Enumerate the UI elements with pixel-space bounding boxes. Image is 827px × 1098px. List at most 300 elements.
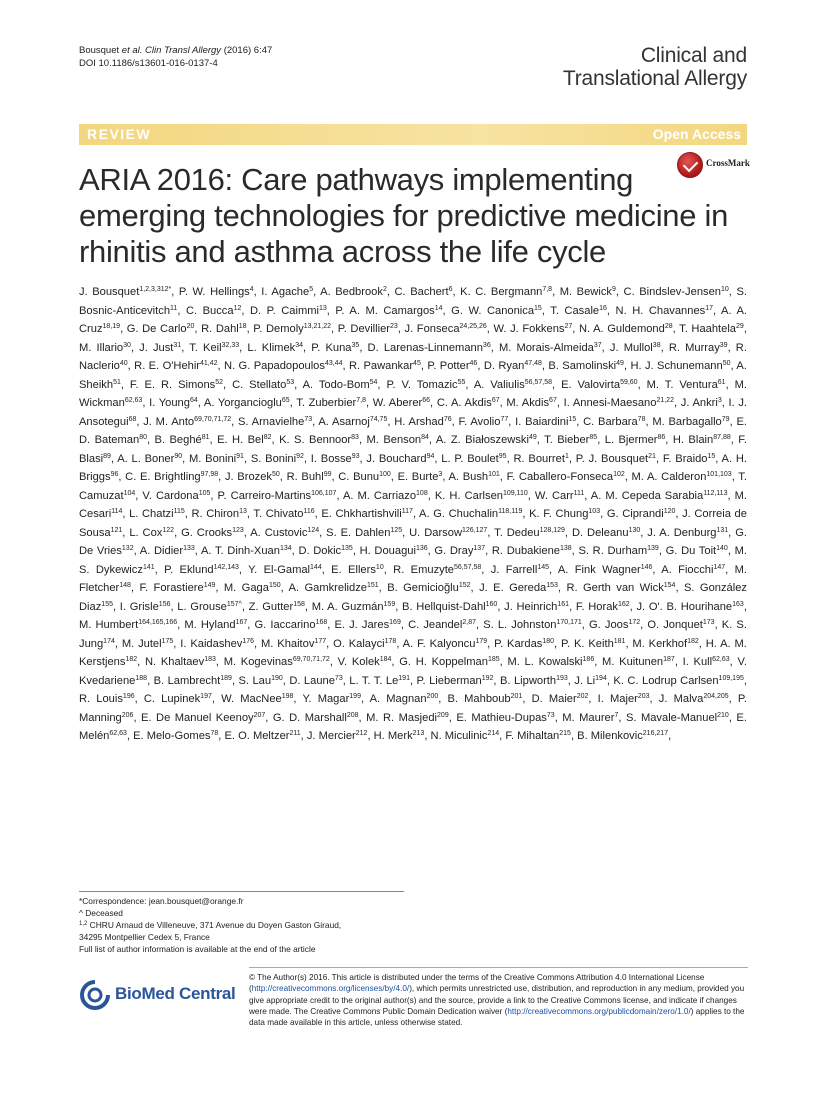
author-name: E. O. Meltzer [224,730,290,742]
author-name: H. Merk [373,730,413,742]
author-affiliation: 191 [398,674,410,682]
author-affiliation: 79 [721,415,730,423]
author [492,545,572,557]
author [474,379,552,391]
author-name: F. Forastiere [139,582,204,594]
author [338,656,392,668]
author-affiliation: 24,25,26 [459,323,487,330]
author-affiliation: 102 [613,471,625,478]
author-name: A. Todo-Bom [302,378,370,391]
public-domain-link[interactable]: http://creativecommons.org/publicdomain/zero/1.0/ [507,1006,691,1016]
author-name: R. Chiron [191,508,240,520]
author-name: N. A. Guldemond [578,323,665,335]
author-name: M. Barbagallo [652,415,722,428]
author-affiliation: 157^ [226,600,242,608]
author [576,601,630,613]
author-affiliation: 47,48 [524,360,542,367]
author-name: F. Mihaltan [505,730,560,742]
author-name: P. Devillier [337,323,391,335]
author [312,601,396,613]
author-name: H. Arshad [394,415,444,428]
author-affiliation: 160 [485,600,498,608]
author [574,675,607,687]
author [154,675,232,687]
author-name: K. S. Bennoor [279,434,352,446]
author-affiliation: 125 [390,526,403,534]
author-name: G. Ciprandi [606,508,664,520]
author [251,453,304,465]
license-divider [249,967,748,968]
author-affiliation: 149 [203,582,216,589]
author-name: R. Naclerio [79,341,747,372]
author-affiliation: 123 [232,526,244,534]
author-name: A. Fink Wagner [557,563,641,576]
author [201,323,246,335]
author-name: J. Mullol [609,341,653,354]
author-affiliation: 51 [113,378,121,386]
author-name: S. Arnavielhe [237,415,305,428]
author [127,323,195,335]
author-affiliation: 140 [716,545,728,552]
author-list: J. Bousquet$^{1,2,3,312*}$, P. W. Hellings$^4$, I. Agache$^5$, A. Bedbrook$^2$, C. Bachert$^6$, K. C. Bergmann$^{7,8}$, M. Bewick$^9$, C. Bindslev-Jensen$^{10}$, S. Bosnic-Anticevitch$^{11}$, C. Bucca$^{12}$, D. P. Caimmi$^{13}$, P. A. M. Camargos$^{14}$, G. W. Canonica$^{15}$, T. Casale$^{16}$, N. H. Chavannes$^{17}$, A. A. Cruz$^{18,19}$, G. De Carlo$^{20}$, R. Dahl$^{18}$, P. Demoly$^{13,21,22}$, P. Devillier$^{23}$, J. Fonseca$^{24,25,26}$, W. J. Fokkens$^{27}$, N. A. Guldemond$^{28}$, T. Haahtela$^{29}$, M. Illario$^{30}$, J. Just$^{31}$, T. Keil$^{32,33}$, L. Klimek$^{34}$, P. Kuna$^{35}$, D. Larenas-Linnemann$^{36}$, M. Morais-Almeida$^{37}$, J. Mullol$^{38}$, R. Murray$^{39}$, R. Naclerio$^{40}$, R. E. O'Hehir$^{41,42}$, N. G. Papadopoulos$^{43,44}$, R. Pawankar$^{45}$, P. Potter$^{46}$, D. Ryan$^{47,48}$, B. Samolinski$^{49}$, H. J. Schunemann$^{50}$, A. Sheikh$^{51}$, F. E. R. Simons$^{52}$, C. Stellato$^{53}$, A. Todo-Bom$^{54}$, P. V. Tomazic$^{55}$, A. Valiulis$^{56,57,58}$, E. Valovirta$^{59,60}$, M. T. Ventura$^{61}$, M. Wickman$^{62,63}$, I. Young$^{64}$, A. Yorgancioglu$^{65}$, T. Zuberbier$^{7,8}$, W. Aberer$^{66}$, C. A. Akdis$^{67}$, M. Akdis$^{67}$, I. Annesi-Maesano$^{21,22}$, J. Ankri$^3$, I. J. Ansotegui$^{68}$, J. M. Anto$^{69,70,71,72}$, S. Arnavielhe$^{73}$, A. Asarnoj$^{74,75}$, H. Arshad$^{76}$, F. Avolio$^{77}$, I. Baiardini$^{15}$, C. Barbara$^{78}$, M. Barbagallo$^{79}$, E. D. Bateman$^{80}$, B. Beghé$^{81}$, E. H. Bel$^{82}$, K. S. Bennoor$^{83}$, M. Benson$^{84}$, A. Z. Białoszewski$^{49}$, T. Bieber$^{85}$, L. Bjermer$^{86}$, H. Blain$^{87,88}$, F. Blasi$^{89}$, A. L. Boner$^{90}$, M. Bonini$^{91}$, S. Bonini$^{92}$, I. Bosse$^{93}$, J. Bouchard$^{94}$, L. P. Boulet$^{95}$, R. Bourret$^1$, P. J. Bousquet$^{21}$, F. Braido$^{15}$, A. H. Briggs$^{96}$, C. E. Brightling$^{97,98}$, J. Brozek$^{50}$, R. Buhl$^{99}$, C. Bunu$^{100}$, E. Burte$^3$, A. Bush$^{101}$, F. Caballero-Fonseca$^{102}$, M. A. Calderon$^{101,103}$, T. Camuzat$^{104}$, V. Cardona$^{105}$, P. Carreiro-Martins$^{106,107}$, A. M. Carriazo$^{108}$, K. H. Carlsen$^{109,110}$, W. Carr$^{111}$, A. M. Cepeda Sarabia$^{112,113}$, M. Cesari$^{114}$, L. Chatzi$^{115}$, R. Chiron$^{13}$, T. Chivato$^{116}$, E. Chkhartishvili$^{117}$, A. G. Chuchalin$^{118,119}$, K. F. Chung$^{103}$, G. Ciprandi$^{120}$, J. Correia de Sousa$^{121}$, L. Cox$^{122}$, G. Crooks$^{123}$, A. Custovic$^{124}$, S. E. Dahlen$^{125}$, U. Darsow$^{126,127}$, T. Dedeu$^{128,129}$, D. Deleanu$^{130}$, J. A. Denburg$^{131}$, G. De Vries$^{132}$, A. Didier$^{133}$, A. T. Dinh-Xuan$^{134}$, D. Dokic$^{135}$, H. Douagui$^{136}$, G. Dray$^{137}$, R. Dubakiene$^{138}$, S. R. Durham$^{139}$, G. Du Toit$^{140}$, M. S. Dykewicz$^{141}$, P. Eklund$^{142,143}$, Y. El-Gamal$^{144}$, E. Ellers$^{10}$, R. Emuzyte$^{56,57,58}$, J. Farrell$^{145}$, A. Fink Wagner$^{146}$, A. Fiocchi$^{147}$, M. Fletcher$^{148}$, F. Forastiere$^{149}$, M. Gaga$^{150}$, A. Gamkrelidze$^{151}$, B. Gemicioğlu$^{152}$, J. E. Gereda$^{153}$, R. Gerth van Wick$^{154}$, S. González Diaz$^{155}$, I. Grisle$^{156}$, L. Grouse$^{157\^{}}$, Z. Gutter$^{158}$, M. A. Guzmán$^{159}$, B. Hellquist-Dahl$^{160}$, J. Heinrich$^{161}$, F. Horak$^{162}$, J. O'. B. Hourihane$^{163}$, M. Humbert$^{164,165,166}$, M. Hyland$^{167}$, G. Iaccarino$^{168}$, E. J. Jares$^{169}$, C. Jeandel$^{2,87}$, S. L. Johnston$^{170,171}$, G. Joos$^{172}$, O. Jonquet$^{173}$, K. S. Jung$^{174}$, M. Jutel$^{175}$, I. Kaidashev$^{176}$, M. Khaitov$^{177}$, O. Kalayci$^{178}$, A. F. Kalyoncu$^{179}$, P. Kardas$^{180}$, P. K. Keith$^{181}$, M. Kerkhof$^{182}$, H. A. M. Kerstjens$^{182}$, N. Khaltaev$^{183}$, M. Kogevinas$^{69,70,71,72}$, V. Kolek$^{184}$, G. H. Koppelman$^{185}$, M. L. Kowalski$^{186}$, M. Kuitunen$^{187}$, I. Kull$^{62,63}$, V. Kvedariene$^{188}$, B. Lambrecht$^{189}$, S. Lau$^{190}$, D. Laune$^{73}$, L. T. T. Le$^{191}$, P. Lieberman$^{192}$, B. Lipworth$^{193}$, J. Li$^{194}$, K. C. Lodrup Carlsen$^{109,195}$, R. Louis$^{196}$, C. Lupinek$^{197}$, W. MacNee$^{198}$, Y. Magar$^{199}$, A. Magnan$^{200}$, B. Mahboub$^{201}$, D. Maier$^{202}$, I. Majer$^{203}$, J. Malva$^{204,205}$, P. Manning$^{206}$, E. De Manuel Keenoy$^{207}$, G. D. Marshall$^{208}$, M. R. Masjedi$^{209}$, E. Mathieu-Dupas$^{73}$, M. Maurer$^7$, S. Mavale-Manuel$^{210}$, E. Melén$^{62,63}$, E. Melo-Gomes$^{78}$, E. O. Meltzer$^{211}$, J. Mercier$^{212}$, H. Merk$^{213}$, N. Miculinic$^{214}$, F. Mihaltan$^{215}$, B. Milenkovic$^{216,217}$, [79,286,748,742]
author [491,564,549,576]
author [140,545,195,557]
author [561,379,638,391]
author-affiliation: 162 [617,600,630,608]
author-name: M. R. Masjedi [366,711,438,724]
author [261,286,313,298]
author-affiliation: 38 [652,341,661,349]
author-name: A. Bedbrook [320,286,383,298]
author-name: E. H. Bel [217,434,264,446]
author [254,619,327,631]
author-name: A. F. Kalyoncu [402,637,476,650]
author-name: B. Hellquist-Dahl [402,600,486,613]
author-name: T. Bieber [544,434,590,446]
author [578,545,658,557]
author-name: A. A. Cruz [79,304,747,335]
author [386,379,465,391]
author [579,323,673,335]
author-affiliation: 178 [384,637,397,645]
author [636,601,743,613]
author-name: F. Avolio [458,415,501,428]
author-affiliation: 210 [717,711,729,719]
author-name: T. Chivato [253,508,304,520]
author [179,286,254,298]
author-affiliation: 135 [341,545,353,552]
author-affiliation: 128,129 [539,526,565,534]
author-affiliation: 120 [663,508,676,515]
author-name: N. H. Chavannes [615,304,706,317]
author-affiliation: 62,63 [712,656,730,663]
author-name: N. Khaltaev [144,656,205,668]
author-affiliation: 104 [123,489,136,497]
author [224,656,330,668]
author [289,675,342,687]
author [513,453,568,465]
author-affiliation: 1,2,3,312* [139,286,172,293]
author [224,360,342,372]
author-name: V. Cardona [142,489,199,502]
author-affiliation: 67 [491,397,500,404]
author-name: J. E. Gereda [479,582,547,594]
author-name: G. Du Toit [665,545,717,557]
author-affiliation: 73 [304,415,313,423]
affiliation-line: 34295 Montpellier Cedex 5, France [79,932,210,943]
author [632,471,732,483]
footnote-divider [79,891,404,892]
author [79,619,177,631]
author-name: J. Correia de Sousa [79,508,747,539]
author-name: M. Bonini [189,452,237,465]
author [561,638,625,650]
author [659,693,729,705]
author [681,397,722,409]
author-name: E. De Manuel Keenoy [141,711,254,724]
author-affiliation: 156 [158,600,171,608]
author-name: M. Morais-Almeida [498,341,594,354]
author [250,305,327,317]
author-name: N. G. Papadopoulos [224,360,325,372]
author [483,619,582,631]
author [647,379,726,391]
author [224,730,300,742]
author [320,286,387,298]
author-affiliation: 89 [103,452,111,460]
author [370,693,439,705]
author [303,379,378,391]
author-name: M. A. Calderon [631,471,707,483]
author-affiliation: 86 [657,434,666,441]
author [139,582,215,594]
author-name: A. Z. Białoszewski [435,434,529,446]
author-name: P. Potter [427,360,470,372]
author-name: G. D. Marshall [272,711,347,724]
author-name: R. Murray [668,341,720,354]
author-affiliation: 153 [546,582,558,589]
author [500,675,568,687]
author-affiliation: 74,75 [369,415,388,423]
author-affiliation: 28 [664,323,673,330]
author-affiliation: 10 [375,563,384,571]
doi[interactable]: DOI 10.1186/s13601-016-0137-4 [79,58,218,69]
author-affiliation: 6 [448,286,453,293]
author-name: T. Haahtela [679,323,737,335]
author-affiliation: 36 [482,341,491,349]
affiliation-line: $^{1,2}$ CHRU Arnaud de Villeneuve, 371 Avenue du Doyen Gaston Giraud, [79,920,342,931]
author-affiliation: 92 [296,452,304,460]
author-name: Z. Gutter [248,600,294,613]
author-affiliation: 158 [293,600,305,608]
author-affiliation: 21,22 [656,397,674,404]
author-name: F. Braido [662,452,708,465]
author [298,545,352,557]
biomed-central-icon [80,980,110,1010]
author [247,342,303,354]
author [296,397,366,409]
author-affiliation: 209 [437,711,449,719]
author [544,434,597,446]
author-name: M. S. Dykewicz [79,545,748,576]
license-text: © The Author(s) 2016. This article is distributed under the terms of the Creative Commons Attribution 4.0 International License (http://creativecommons.org/licenses/by/4.0/), which permits unrestricted use, distribution, and reproduction in any medium, provided you give appropriate credit to the original author(s) and the source, provide a link to the Creative Commons license, and indicate if changes were made. The Creative Commons Public Domain Dedication waiver (http://creativecommons.org/publicdomain/zero/1.0/) applies to the data made available in this article, unless otherwise stated. [249,973,745,1028]
author-name: D. Maier [531,693,577,705]
author-affiliation: 118,119 [498,508,523,515]
author-affiliation: 139 [647,545,659,552]
author-name: M. Kogevinas [223,656,293,668]
author-affiliation: 55 [457,378,466,386]
author [535,490,584,502]
author [142,490,210,502]
author-affiliation: 136 [415,545,428,552]
author-affiliation: 31 [173,341,182,349]
author-name: M. Cesari [79,489,747,520]
author [393,564,481,576]
author [145,656,216,668]
author-affiliation: 121 [110,526,123,534]
license-link[interactable]: http://creativecommons.org/licenses/by/4.0/ [251,984,410,994]
author [144,693,212,705]
citation-line: Bousquet et al. Clin Transl Allergy (2016) 6:47 [79,45,273,56]
author-affiliation: 2 [382,286,387,293]
author-affiliation: 198 [281,693,294,700]
author-affiliation: 50 [271,471,280,478]
author [505,730,571,742]
author-affiliation: 43,44 [324,360,343,367]
author-affiliation: 78 [210,730,219,737]
author-affiliation: 175 [161,637,174,645]
author-name: P. Eklund [164,563,214,576]
author-name: J. Ankri [680,397,718,409]
author-name: Y. El-Gamal [248,563,311,576]
author-name: F. Blasi [79,434,747,465]
author [562,712,618,724]
author-name: V. Kolek [337,656,380,668]
author [134,360,217,372]
author-affiliation: 187 [663,656,675,663]
author-name: D. Larenas-Linnemann [367,341,483,354]
author-affiliation: 21 [648,452,656,460]
author-affiliation: 40 [119,360,128,367]
author-name: S. Bosnic-Anticevitch [79,286,747,317]
author-affiliation: 109,110 [502,489,528,497]
author [419,508,522,520]
author-affiliation: 56,57,58 [454,563,482,571]
author-name: T. Camuzat [79,471,747,502]
author-name: A. M. Cepeda Sarabia [590,489,704,502]
author-affiliation: 116 [303,508,315,515]
author-name: M. Hyland [184,619,236,631]
author-name: F. E. R. Simons [129,378,216,391]
author-name: I. J. Ansotegui [79,397,748,428]
author [626,712,729,724]
author [507,471,625,483]
author-affiliation: 95 [498,452,507,460]
author [326,527,402,539]
author-affiliation: 183 [204,656,216,663]
author-affiliation: 7,8 [542,286,553,293]
author [479,582,558,594]
author [367,434,429,446]
author-affiliation: 66 [422,397,431,404]
author-affiliation: 172 [628,619,641,626]
author [647,527,728,539]
author-affiliation: 167 [235,619,248,626]
author [321,508,413,520]
author-name: J. Brozek [224,471,272,483]
author-affiliation: 7,8 [356,397,366,404]
author-name: R. Emuzyte [393,563,455,576]
author-name: D. Laune [289,674,335,687]
author-name: O. Jonquet [647,619,703,631]
author [221,693,293,705]
author [405,323,487,335]
author-affiliation: 163 [732,600,744,608]
author [607,508,676,520]
author [630,360,730,372]
author-name: W. J. Fokkens [493,323,565,335]
author-affiliation: 7 [614,711,619,719]
author [403,638,487,650]
biomed-central-logo[interactable] [80,980,240,1010]
author-name: K. C. Bergmann [460,286,543,298]
author [79,342,131,354]
author-affiliation: 17 [705,304,714,312]
author [402,601,497,613]
author-affiliation: 154 [663,582,676,589]
author-affiliation: 192 [481,674,494,682]
author-name: I. Annesi-Maesano [563,397,657,409]
author-affiliation: 130 [628,526,641,534]
author-affiliation: 177 [314,637,327,645]
author-name: A. Fiocchi [661,563,714,576]
author-name: A. Yorgancioglu [203,397,282,409]
author [564,397,674,409]
author-affiliation: 12 [233,304,242,312]
author [504,601,569,613]
author-affiliation: 11 [170,304,178,312]
author [201,545,292,557]
author [373,397,430,409]
author-affiliation: 164,165,166 [138,619,178,626]
author [261,638,326,650]
author-name: B. Samolinski [548,360,617,372]
author-affiliation: 13,21,22 [303,323,331,330]
author [451,305,542,317]
author [117,453,182,465]
author [360,545,428,557]
author-affiliation: 3 [717,397,722,404]
author [591,490,728,502]
author-affiliation: 196 [122,693,135,700]
author-affiliation: 151 [366,582,379,589]
author-name: A. T. Dinh-Xuan [200,545,280,557]
author-affiliation: 13 [319,304,327,312]
author [122,638,173,650]
author-name: S. R. Durham [578,545,648,557]
author-name: S. L. Johnston [483,619,557,631]
author-affiliation: 207 [253,711,266,719]
author [141,712,265,724]
author-name: J. Li [574,674,596,687]
author [139,342,181,354]
author [437,397,500,409]
author-name: A. Gamkrelidze [288,582,367,594]
author-name: L. Klimek [247,341,296,354]
author-name: M. Gaga [223,582,269,594]
author [494,638,554,650]
author-affiliation: 179 [475,637,488,645]
author-affiliation: 23 [390,323,398,330]
author-name: R. Dahl [201,323,239,335]
author [129,527,174,539]
author-name: R. Gerth van Wick [566,582,664,594]
author-affiliation: 35 [351,341,360,349]
author-affiliation: 132 [121,545,134,552]
author-affiliation: 134 [279,545,292,552]
author [366,712,449,724]
author-affiliation: 84 [421,434,429,441]
review-label: REVIEW [87,126,152,142]
author-affiliation: 109,195 [718,674,744,682]
author [613,675,743,687]
author-name: J. Heinrich [504,600,558,613]
open-access-label: Open Access [652,126,741,142]
author-affiliation: 14 [434,304,443,312]
author-affiliation: 93 [351,452,360,460]
author [663,453,715,465]
author [460,286,552,298]
author-name: G. W. Canonica [451,304,535,317]
author-affiliation: 204,205 [703,693,729,700]
author [431,730,500,742]
author-affiliation: 49 [528,434,537,441]
author [624,286,729,298]
author [387,582,470,594]
author-name: E. Burte [397,471,439,483]
author-affiliation: 9 [611,286,616,293]
author-affiliation: 76 [443,415,452,423]
author-affiliation: 111 [573,489,585,497]
author [507,656,594,668]
author-affiliation: 64 [189,397,198,404]
author-affiliation: 214 [487,730,500,737]
author-name: H. Blain [672,434,714,446]
biomed-central-label: BioMed Central [115,984,236,1003]
author-name: B. Milenkovic [577,730,643,742]
author [334,619,400,631]
author-name: T. Zuberbier [296,397,357,409]
author [249,601,305,613]
author-affiliation: 176 [242,637,255,645]
author-name: K. S. Jung [79,619,747,650]
author-affiliation: 3 [438,471,443,478]
author-name: I. Majer [597,693,638,705]
author-name: D. Deleanu [571,526,629,539]
author-affiliation: 185 [487,656,500,663]
author-affiliation: 69,70,71,72 [292,656,330,663]
author-name: D. Ryan [483,360,525,372]
author-affiliation: 62,63 [124,397,143,404]
author [647,619,714,631]
author-affiliation: 85 [589,434,598,441]
author-name: P. Kardas [494,637,543,650]
author [417,675,494,687]
author-affiliation: 4 [249,286,254,293]
author-affiliation: 126,127 [462,526,488,534]
author-name: P. V. Tomazic [386,378,458,391]
author-affiliation: 27 [564,323,573,330]
